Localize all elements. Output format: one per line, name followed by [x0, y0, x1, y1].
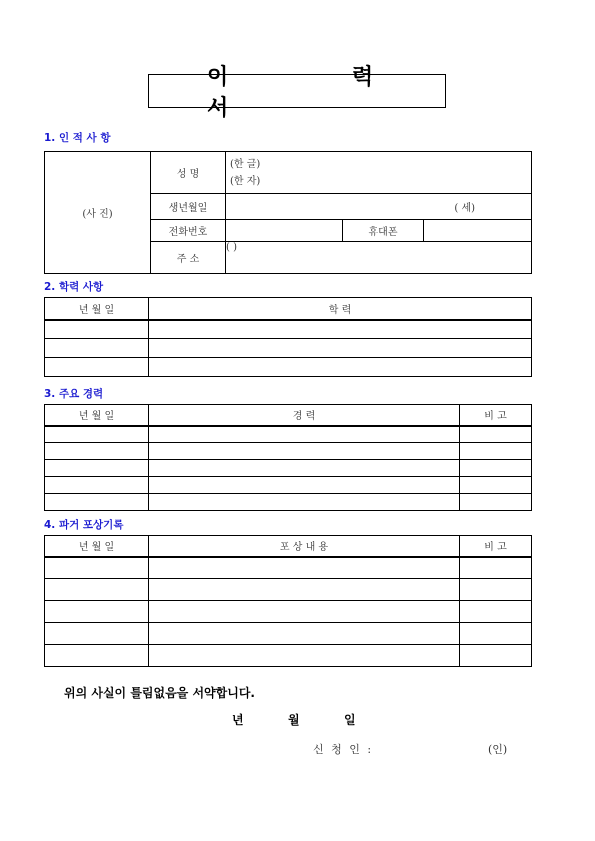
table-cell[interactable] — [45, 623, 149, 645]
table-cell[interactable] — [45, 320, 149, 339]
table-cell[interactable] — [45, 494, 149, 511]
career-header-date: 년 월 일 — [45, 405, 149, 426]
table-cell[interactable] — [45, 601, 149, 623]
table-cell[interactable] — [149, 443, 460, 460]
table-cell[interactable] — [149, 645, 460, 667]
education-table — [44, 297, 532, 377]
seal-label: (인) — [488, 743, 508, 756]
document-title: 이 력 서 — [207, 65, 432, 121]
mobile-field[interactable] — [424, 220, 532, 242]
table-cell[interactable] — [460, 579, 532, 601]
edu-header-date: 년 월 일 — [45, 298, 149, 320]
table-cell[interactable] — [460, 623, 532, 645]
career-table — [44, 404, 532, 511]
edu-header-education: 학 력 — [149, 298, 532, 320]
photo-label: (사 진) — [82, 209, 113, 220]
table-cell[interactable] — [149, 426, 460, 443]
table-cell[interactable] — [149, 320, 532, 339]
section-title-personal: 1. 인 적 사 항 — [44, 132, 111, 144]
table-cell[interactable] — [149, 494, 460, 511]
table-cell[interactable] — [45, 339, 149, 358]
phone-label: 전화번호 — [151, 220, 226, 242]
table-cell[interactable] — [460, 477, 532, 494]
table-cell[interactable] — [460, 601, 532, 623]
table-cell[interactable] — [45, 477, 149, 494]
section-title-awards: 4. 파거 포상기록 — [44, 519, 124, 531]
career-header-remarks: 비 고 — [460, 405, 532, 426]
table-cell[interactable] — [460, 443, 532, 460]
table-cell[interactable] — [149, 579, 460, 601]
photo-box[interactable] — [45, 152, 151, 274]
table-cell[interactable] — [460, 460, 532, 477]
awards-header-remarks: 비 고 — [460, 536, 532, 557]
awards-header-content: 포 상 내 용 — [149, 536, 460, 557]
section-title-education: 2. 학력 사항 — [44, 281, 104, 293]
table-cell[interactable] — [149, 477, 460, 494]
name-hanja-label: (한 자) — [230, 175, 261, 187]
table-cell[interactable] — [460, 645, 532, 667]
document-title-box — [148, 65, 446, 121]
table-cell[interactable] — [149, 557, 460, 579]
address-field[interactable] — [226, 242, 532, 274]
personal-info-table — [44, 151, 532, 274]
address-label: 주 소 — [151, 242, 226, 274]
declaration-text: 위의 사실이 틀림없음을 서약합니다. — [64, 686, 255, 700]
section-title-career: 3. 주요 경력 — [44, 388, 104, 400]
date-day-label: 일 — [344, 713, 356, 727]
table-cell[interactable] — [45, 557, 149, 579]
table-cell[interactable] — [460, 494, 532, 511]
table-cell[interactable] — [149, 460, 460, 477]
mobile-label: 휴대폰 — [343, 220, 424, 242]
birth-label: 생년월일 — [151, 194, 226, 220]
awards-header-date: 년 월 일 — [45, 536, 149, 557]
table-cell[interactable] — [149, 358, 532, 377]
name-field[interactable] — [226, 152, 532, 194]
awards-table — [44, 535, 532, 667]
table-cell[interactable] — [460, 557, 532, 579]
name-label: 성 명 — [151, 152, 226, 194]
date-year-label: 년 — [232, 713, 244, 727]
date-month-label: 월 — [288, 713, 300, 727]
table-cell[interactable] — [45, 460, 149, 477]
career-header-career: 경 력 — [149, 405, 460, 426]
address-zip: ( ) — [226, 242, 237, 253]
table-cell[interactable] — [45, 443, 149, 460]
table-cell[interactable] — [460, 426, 532, 443]
phone-field[interactable] — [226, 220, 343, 242]
birth-field[interactable] — [226, 194, 532, 220]
table-cell[interactable] — [45, 358, 149, 377]
table-cell[interactable] — [45, 579, 149, 601]
table-cell[interactable] — [149, 339, 532, 358]
applicant-label: 신 청 인 : — [313, 743, 374, 756]
table-cell[interactable] — [149, 623, 460, 645]
age-placeholder: ( 세) — [454, 203, 476, 214]
table-cell[interactable] — [45, 645, 149, 667]
name-korean-label: (한 글) — [230, 158, 261, 170]
table-cell[interactable] — [45, 426, 149, 443]
table-cell[interactable] — [149, 601, 460, 623]
